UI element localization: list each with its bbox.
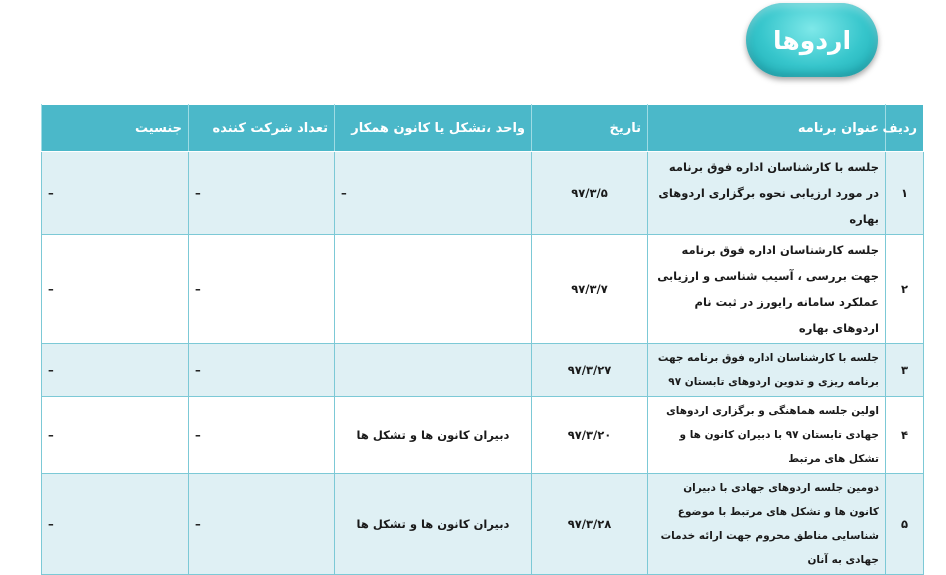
cell-date: ۹۷/۳/۲۰: [532, 397, 648, 474]
cell-date: ۹۷/۳/۲۷: [532, 344, 648, 397]
cell-date: ۹۷/۳/۲۸: [532, 474, 648, 575]
table-row: [42, 235, 924, 344]
cell-gender: –: [42, 397, 189, 474]
cell-num: ۴: [886, 397, 924, 474]
programs-table: [41, 104, 924, 575]
cell-date: ۹۷/۳/۷: [532, 235, 648, 344]
cell-unit: –: [335, 152, 532, 235]
cell-title: دومین جلسه اردوهای جهادی با دبیران کانون ها و تشکل های مرتبط با موضوع شناسایی مناطق محروم جهت ارائه خدمات جهادی به آنان: [648, 474, 886, 575]
cell-gender: –: [42, 152, 189, 235]
table-row: [42, 344, 924, 397]
cell-unit: [335, 344, 532, 397]
table-row: [42, 397, 924, 474]
cell-unit: [335, 235, 532, 344]
cell-title: جلسه با کارشناسان اداره فوق برنامه در مورد ارزیابی نحوه برگزاری اردوهای بهاره: [648, 152, 886, 235]
cell-gender: –: [42, 235, 189, 344]
cell-count: –: [189, 235, 335, 344]
table-row: [42, 152, 924, 235]
header-title: عنوان برنامه: [648, 105, 886, 152]
cell-num: ۵: [886, 474, 924, 575]
table-row: [42, 474, 924, 575]
header-unit: واحد ،تشکل یا کانون همکار: [335, 105, 532, 152]
header-date: تاریخ: [532, 105, 648, 152]
cell-gender: –: [42, 474, 189, 575]
cell-num: ۱: [886, 152, 924, 235]
cell-title: اولین جلسه هماهنگی و برگزاری اردوهای جهادی تابستان ۹۷ با دبیران کانون ها و تشکل های مرتبط: [648, 397, 886, 474]
cell-count: –: [189, 344, 335, 397]
page-title: اردوها: [772, 25, 852, 55]
cell-unit: دبیران کانون ها و تشکل ها: [335, 474, 532, 575]
cell-count: –: [189, 397, 335, 474]
cell-count: –: [189, 152, 335, 235]
cell-title: جلسه کارشناسان اداره فوق برنامه جهت بررسی ، آسیب شناسی و ارزیابی عملکرد سامانه رایورز در ثبت نام اردوهای بهاره: [648, 235, 886, 344]
cell-unit: دبیران کانون ها و تشکل ها: [335, 397, 532, 474]
header-num: ردیف: [886, 105, 924, 152]
page-title-badge: [746, 3, 878, 77]
cell-title: جلسه با کارشناسان اداره فوق برنامه جهت برنامه ریزی و تدوین اردوهای تابستان ۹۷: [648, 344, 886, 397]
header-count: تعداد شرکت کننده: [189, 105, 335, 152]
cell-date: ۹۷/۳/۵: [532, 152, 648, 235]
cell-gender: –: [42, 344, 189, 397]
table-header-row: [42, 105, 924, 152]
header-gender: جنسیت: [42, 105, 189, 152]
cell-num: ۳: [886, 344, 924, 397]
cell-num: ۲: [886, 235, 924, 344]
cell-count: –: [189, 474, 335, 575]
